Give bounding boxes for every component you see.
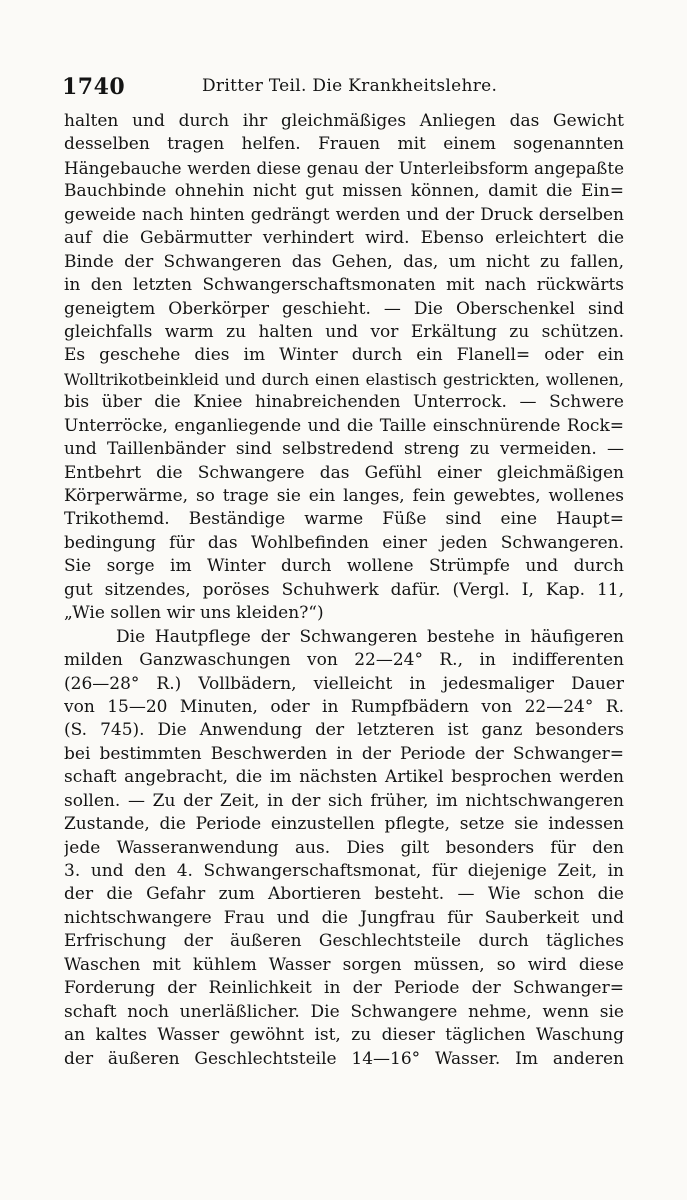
- text-line: der die Gefahr zum Abortieren besteht. — Wie schon die: [64, 884, 624, 905]
- running-head: Dritter Teil. Die Krankheitslehre.: [202, 76, 498, 96]
- text-line: bei bestimmten Beschwerden in der Periode der Schwanger=: [64, 743, 624, 764]
- text-line: Wolltrikotbeinkleid und durch einen elastisch gestrickten, wollenen,: [64, 369, 624, 389]
- text-line: sollen. — Zu der Zeit, in der sich früher, im nichtschwangeren: [64, 790, 624, 811]
- text-line: Es geschehe dies im Winter durch ein Flanell= oder ein: [64, 345, 624, 366]
- text-line: Hängebauche werden diese genau der Unterleibsform angepaßte: [64, 157, 624, 178]
- text-line: in den letzten Schwangerschaftsmonaten mit nach rückwärts: [64, 275, 624, 296]
- text-line: „Wie sollen wir uns kleiden?“): [64, 603, 324, 624]
- text-line: auf die Gebärmutter verhindert wird. Ebenso erleichtert die: [64, 228, 624, 249]
- text-line: Sie sorge im Winter durch wollene Strümpfe und durch: [64, 556, 624, 577]
- text-line: gut sitzendes, poröses Schuhwerk dafür. (Vergl. I, Kap. 11,: [64, 579, 624, 600]
- text-line: geweide nach hinten gedrängt werden und der Druck derselben: [64, 204, 624, 225]
- text-line: jede Wasseranwendung aus. Dies gilt besonders für den: [64, 837, 624, 858]
- text-line: schaft noch unerläßlicher. Die Schwangere nehme, wenn sie: [64, 1001, 624, 1022]
- page-header: [62, 72, 632, 102]
- text-line: (26—28° R.) Vollbädern, vielleicht in jedesmaliger Dauer: [64, 673, 624, 694]
- text-line: Erfrischung der äußeren Geschlechtsteile durch tägliches: [64, 931, 624, 952]
- text-line: (S. 745). Die Anwendung der letzteren ist ganz besonders: [64, 720, 624, 741]
- page-number: 1740: [62, 74, 126, 100]
- paragraph-first-line: Die Hautpflege der Schwangeren bestehe in häufigeren: [116, 626, 624, 647]
- text-line: Trikothemd. Beständige warme Füße sind eine Haupt=: [64, 509, 624, 530]
- text-line: halten und durch ihr gleichmäßiges Anliegen das Gewicht: [64, 111, 624, 131]
- text-line: Forderung der Reinlichkeit in der Periode der Schwanger=: [64, 978, 624, 999]
- text-line: von 15—20 Minuten, oder in Rumpfbädern von 22—24° R.: [64, 696, 624, 717]
- text-line: Waschen mit kühlem Wasser sorgen müssen, so wird diese: [64, 954, 624, 975]
- text-line: Zustande, die Periode einzustellen pflegte, setze sie indessen: [64, 814, 624, 835]
- text-line: milden Ganzwaschungen von 22—24° R., in indifferenten: [64, 650, 624, 671]
- body-text: [64, 110, 624, 1071]
- text-line: Entbehrt die Schwangere das Gefühl einer gleichmäßigen: [64, 462, 624, 483]
- text-line: 3. und den 4. Schwangerschaftsmonat, für diejenige Zeit, in: [64, 861, 624, 881]
- text-line: Bauchbinde ohnehin nicht gut missen können, damit die Ein=: [64, 181, 624, 202]
- text-line: der äußeren Geschlechtsteile 14—16° Wasser. Im anderen: [64, 1048, 624, 1069]
- text-line: an kaltes Wasser gewöhnt ist, zu dieser täglichen Waschung: [64, 1025, 624, 1046]
- text-line: nichtschwangere Frau und die Jungfrau für Sauberkeit und: [64, 907, 624, 928]
- text-line: geneigtem Oberkörper geschieht. — Die Oberschenkel sind: [64, 298, 624, 319]
- text-line: desselben tragen helfen. Frauen mit einem sogenannten: [64, 134, 624, 155]
- text-line: und Taillenbänder sind selbstredend streng zu vermeiden. —: [64, 439, 624, 460]
- text-line: bedingung für das Wohlbefinden einer jeden Schwangeren.: [64, 532, 624, 553]
- text-line: bis über die Kniee hinabreichenden Unterrock. — Schwere: [64, 392, 624, 413]
- text-line: Binde der Schwangeren das Gehen, das, um nicht zu fallen,: [64, 251, 624, 272]
- text-line: gleichfalls warm zu halten und vor Erkältung zu schützen.: [64, 321, 624, 342]
- text-line: schaft angebracht, die im nächsten Artikel besprochen werden: [64, 767, 624, 788]
- text-line: Unterröcke, enganliegende und die Taille einschnürende Rock=: [64, 415, 624, 436]
- text-line: Körperwärme, so trage sie ein langes, fein gewebtes, wollenes: [64, 486, 624, 506]
